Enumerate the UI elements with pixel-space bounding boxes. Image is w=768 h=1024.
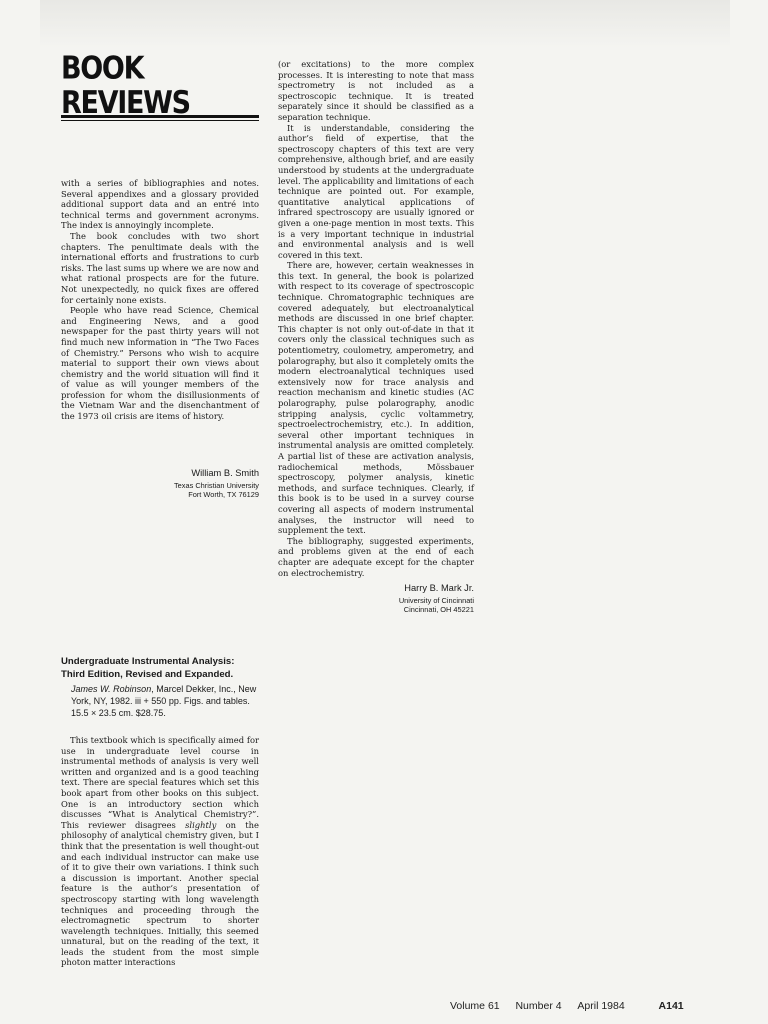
- review2-reviewer: Harry B. Mark Jr.: [404, 583, 474, 594]
- review1-paragraph: People who have read Science, Chemical and Engineering News, and a good newspaper for the past thirty years will not find much new information in “The Two Faces of Chemistry.” Persons who wish to acquire material to support their own views about chemistry and the world situation will find it of value as will younger members of the profession for whom the disillusionments of the Vietnam War and the disenchantment of the 1973 oil crisis are items of history.: [61, 305, 259, 422]
- review1-paragraph: The book concludes with two short chapters. The penultimate deals with the international efforts and frustrations to curb risks. The last sums up where we are now and what rational prospects are for the future. Not unexpectedly, no quick fixes are offered for certainly none exists.: [61, 230, 259, 305]
- review2-paragraph: [61, 735, 259, 968]
- review2-column-left: [61, 655, 259, 968]
- section-title: BOOK REVIEWS: [61, 50, 190, 121]
- review2-paragraph: (or excitations) to the more complex processes. It is interesting to note that mass spectrometry is not included as a spectroscopic technique. It is treated separately since it should be classified as a separation technique.: [278, 59, 474, 122]
- book-publisher-details: , Marcel Dekker, Inc., New York, NY, 1982. iii + 550 pp. Figs. and tables. 15.5 × 23.5 cm. $28.75.: [71, 684, 257, 718]
- page-footer: [450, 1000, 684, 1012]
- book-title-line1: Undergraduate Instrumental Analysis:: [61, 656, 235, 667]
- review2-text-before: This textbook which is specifically aimed for use in undergraduate level course in instrumental methods of analysis is very well written and organized and is a good teaching text. There are special features which set this book apart from other books on this subject. One is an introductory section which discusses “What is Analytical Chemistry?”. This reviewer disagrees: [61, 735, 259, 830]
- footer-date: April 1984: [577, 1000, 625, 1012]
- review1-location: Fort Worth, TX 76129: [188, 489, 259, 499]
- review2-column-right: [278, 59, 474, 615]
- review1-paragraph: with a series of bibliographies and notes. Several appendixes and a glossary provided additional support data and an entré into technical terms and government acronyms. The index is annoyingly incomplete.: [61, 178, 259, 231]
- review2-text-after: on the philosophy of analytical chemistry given, but I think that the presentation is well thought-out and each individual instructor can make use of it to give their own variations. I think such a discussion is important. Another special feature is the author’s presentation of spectroscopy starting with long wavelength techniques and proceeding through the electromagnetic spectrum to shorter wavelength techniques. Initially, this seemed unnatural, but on the reading of the text, it leads the student from the most simple photon matter interactions: [61, 819, 259, 968]
- review2-paragraph: The bibliography, suggested experiments, and problems given at the end of each chapter are adequate except for the chapter on electrochemistry.: [278, 535, 474, 578]
- book-title: [61, 655, 259, 681]
- scan-shadow: [40, 0, 730, 48]
- book-title-line2: Third Edition, Revised and Expanded.: [61, 669, 234, 680]
- footer-page-number: A141: [658, 1000, 684, 1012]
- review2-paragraph: There are, however, certain weaknesses in this text. In general, the book is polarized with respect to its coverage of spectroscopic technique. Chromatographic techniques are covered adequately, but electroanalytical methods are discussed in one brief chapter. This chapter is not only out-of-date in that it covers only the classical techniques such as potentiometry, coulometry, amperometry, and polarography, but also it completely omits the modern electroanalytical techniques used extensively now for trace analysis and reaction mechanism and kinetic studies (AC polarography, pulse polarography, anodic stripping analysis, cyclic voltammetry, spectroelectrochemistry, etc.). In addition, several other important techniques in instrumental analysis are omitted completely. A partial list of these are activation analysis, radiochemical methods, Mössbauer spectroscopy, polymer analysis, kinetic methods, and surface techniques. Clearly, if this book is to be used in a survey course covering all aspects of modern instrumental analyses, the instructor will need to supplement the text.: [278, 260, 474, 536]
- review1-affiliation: Texas Christian University: [173, 480, 259, 490]
- review2-text-italic: slightly: [185, 819, 217, 830]
- book-author: James W. Robinson: [71, 684, 152, 694]
- review1-column: [61, 178, 259, 499]
- footer-volume: Volume 61: [450, 1000, 500, 1012]
- review2-affiliation: University of Cincinnati: [398, 596, 474, 606]
- review2-paragraph: It is understandable, considering the author’s field of expertise, that the spectroscopy chapters of this text are very comprehensive, although brief, and are easily understood by students at the undergraduate level. The applicability and limitations of each technique are pointed out. For example, quantitative analytical applications of infrared spectroscopy are usually ignored or given a one-page mention in most texts. This is a very important technique in industrial and environmental analysis and is well covered in this text.: [278, 122, 474, 260]
- review2-location: Cincinnati, OH 45221: [403, 605, 474, 615]
- book-publication-info: [61, 683, 259, 719]
- footer-number: Number 4: [515, 1000, 562, 1012]
- section-header: [61, 52, 259, 121]
- review1-reviewer: William B. Smith: [191, 467, 259, 478]
